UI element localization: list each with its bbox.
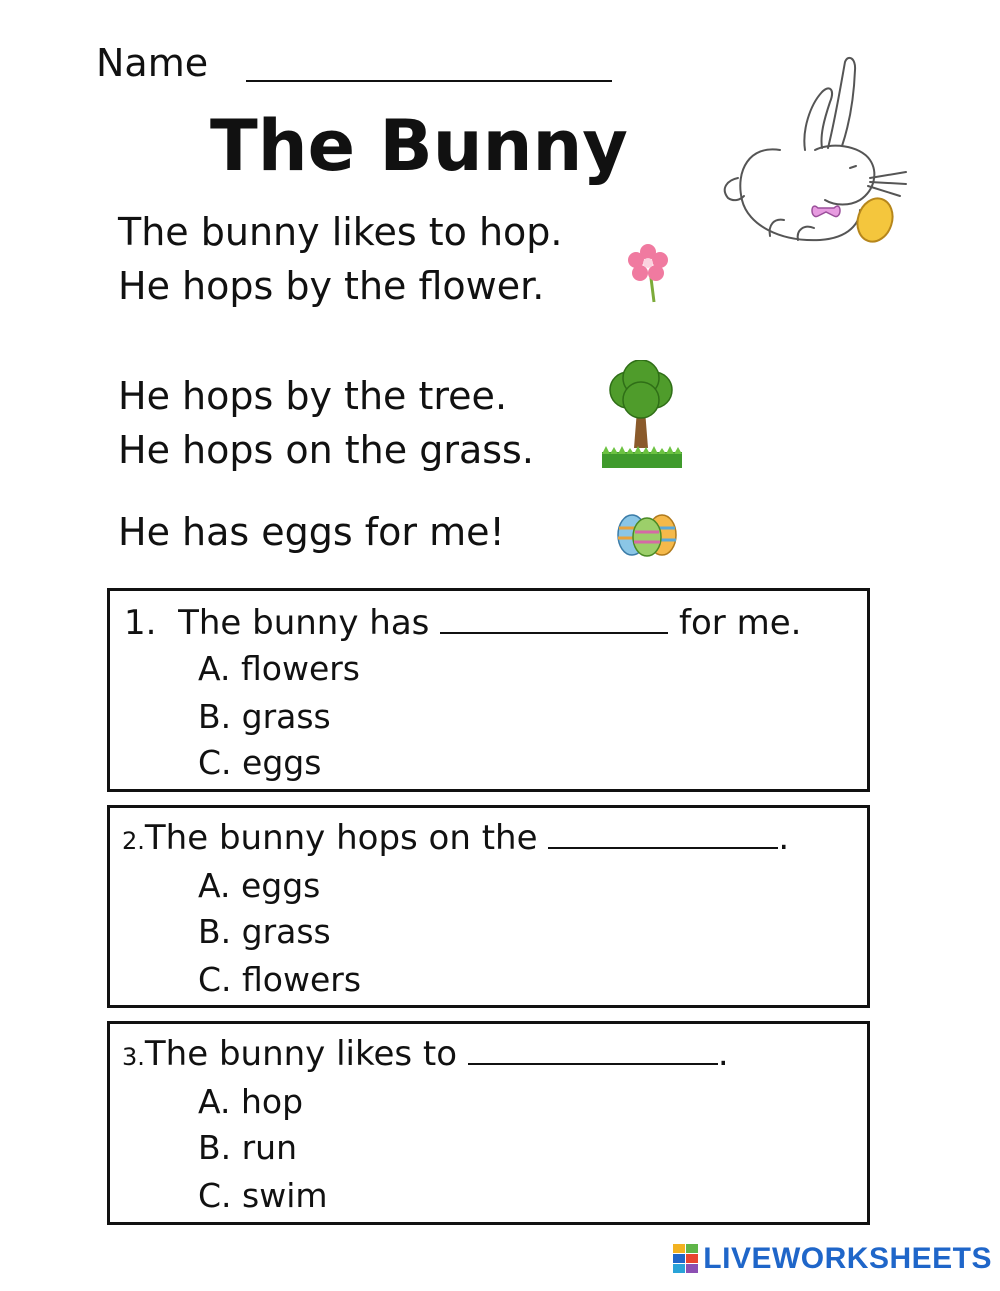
- answer-option[interactable]: A. flowers: [198, 649, 361, 688]
- question-number: 3.: [122, 1043, 145, 1071]
- question-number: 1.: [124, 603, 157, 643]
- question-box-2: [107, 805, 870, 1008]
- grass-icon: [602, 446, 682, 468]
- question-text: The bunny likes to: [144, 1034, 458, 1074]
- bunny-illustration: [710, 50, 910, 250]
- question-box-1: [107, 588, 870, 792]
- easter-eggs-icon: [610, 512, 684, 558]
- answer-option[interactable]: A. hop: [198, 1082, 304, 1121]
- answer-option[interactable]: B. grass: [198, 697, 331, 736]
- answer-blank[interactable]: [468, 1062, 718, 1065]
- liveworksheets-logo[interactable]: [673, 1243, 992, 1275]
- answer-blank[interactable]: [548, 846, 778, 849]
- story-line: The bunny likes to hop.: [118, 210, 563, 254]
- answer-option[interactable]: C. swim: [198, 1176, 328, 1215]
- question-text-end: for me.: [679, 603, 802, 643]
- answer-option[interactable]: B. run: [198, 1128, 298, 1167]
- question-text-end: .: [778, 818, 790, 858]
- answer-blank[interactable]: [440, 631, 668, 634]
- question-box-3: [107, 1021, 870, 1225]
- liveworksheets-logo-icon: [673, 1244, 699, 1274]
- story-line: He has eggs for me!: [118, 510, 505, 554]
- answer-option[interactable]: A. eggs: [198, 866, 321, 905]
- answer-option[interactable]: B. grass: [198, 912, 331, 951]
- page-title: The Bunny: [210, 105, 628, 187]
- name-label: Name: [96, 41, 209, 85]
- question-text: The bunny has: [178, 603, 430, 643]
- answer-option[interactable]: C. flowers: [198, 960, 362, 999]
- question-stem: [122, 816, 789, 863]
- story-line: He hops by the tree.: [118, 374, 508, 418]
- answer-option[interactable]: C. eggs: [198, 743, 322, 782]
- question-number: 2.: [122, 827, 145, 855]
- story-line: He hops on the grass.: [118, 428, 534, 472]
- question-text: The bunny hops on the: [144, 818, 538, 858]
- question-stem: [124, 601, 801, 645]
- question-stem: [122, 1032, 729, 1079]
- question-text-end: .: [717, 1034, 729, 1074]
- name-blank-line[interactable]: [246, 80, 612, 82]
- story-line: He hops by the flower.: [118, 264, 545, 308]
- flower-icon: [626, 242, 670, 304]
- tree-icon: [604, 360, 678, 452]
- logo-text: LIVEWORKSHEETS: [703, 1242, 992, 1275]
